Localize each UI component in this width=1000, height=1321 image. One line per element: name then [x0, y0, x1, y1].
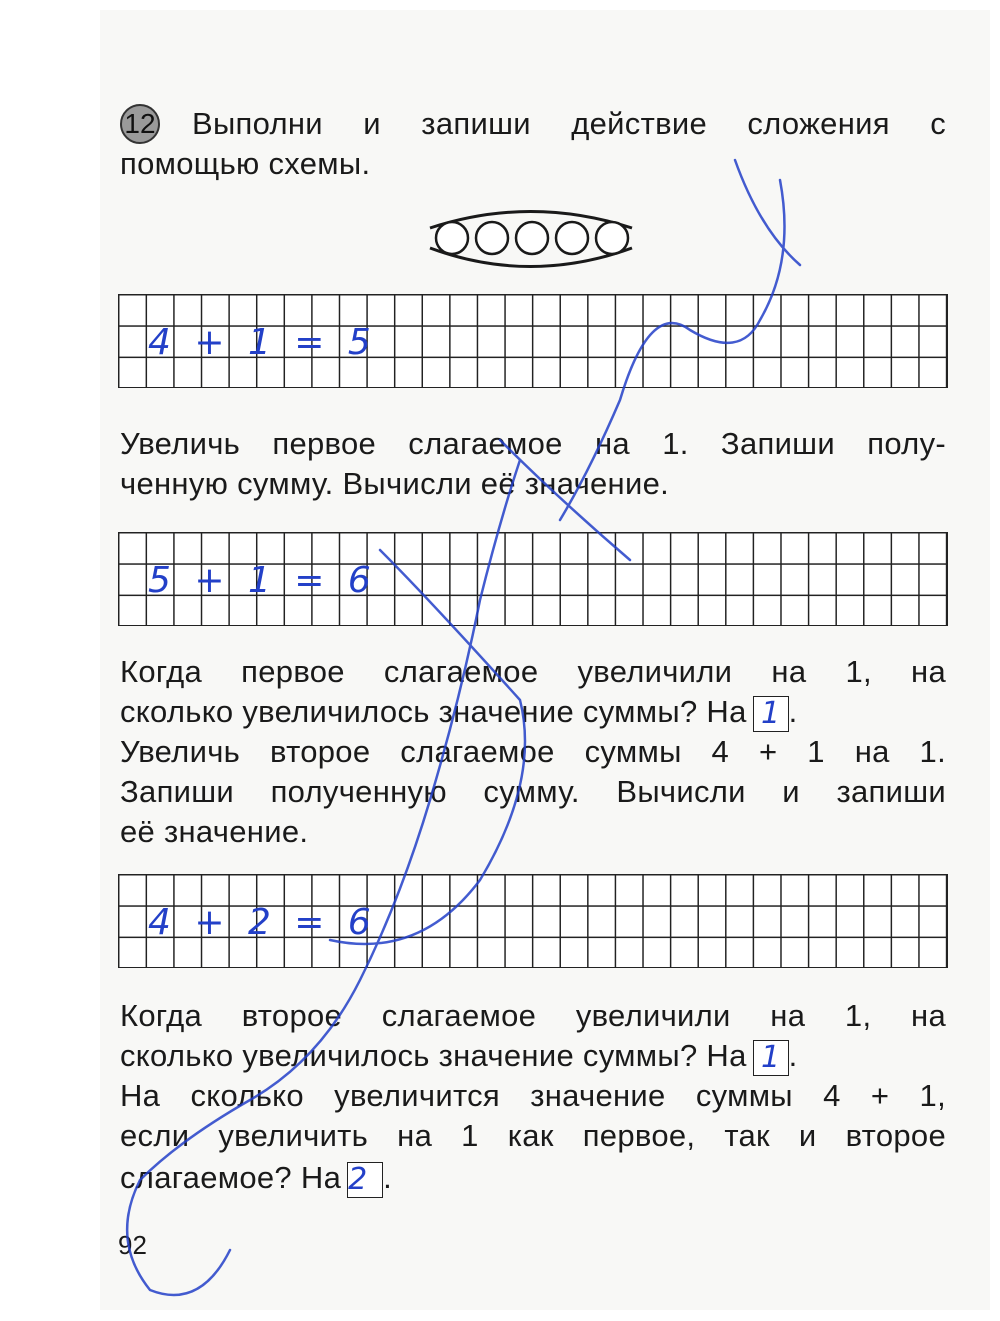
paragraph2-line-4: Запиши полученную сумму. Вычисли и запиши	[120, 774, 946, 809]
paragraph3-line-2: сколько увеличилось значение суммы? На	[120, 1038, 747, 1073]
paragraph3-line-5-end: .	[383, 1160, 393, 1195]
paragraph1-line-2: ченную сумму. Вычисли её значение.	[120, 466, 670, 501]
paragraph3-line-3: На сколько увеличится значение суммы 4 + 1,	[120, 1078, 946, 1113]
answer-box-3: 2	[347, 1162, 383, 1198]
paragraph2-line-5: её значение.	[120, 814, 309, 849]
paragraph2-line-2-wrap	[120, 692, 946, 732]
task-number-badge: 12	[120, 104, 160, 144]
paragraph3-line-4: если увеличить на 1 как первое, так и второе	[120, 1118, 946, 1153]
paragraph2-line-1: Когда первое слагаемое увеличили на 1, на	[120, 654, 946, 689]
paragraph2-line-2-end: .	[788, 694, 798, 729]
paragraph3-line-2-end: .	[788, 1038, 798, 1073]
paragraph3-line-2-wrap	[120, 1036, 946, 1076]
paragraph3-line-5-wrap	[120, 1158, 946, 1198]
task-title-line-1: Выполни и запиши действие сложения с	[192, 106, 946, 141]
paragraph1-line-1: Увеличь первое слагаемое на 1. Запиши полу-	[120, 426, 946, 461]
paragraph3-line-5: слагаемое? На	[120, 1160, 342, 1195]
answer-box-1: 1	[753, 696, 789, 732]
paragraph2-line-2: сколько увеличилось значение суммы? На	[120, 694, 747, 729]
handwritten-answer-2: 5 + 1 = 6	[148, 560, 377, 601]
handwritten-answer-1: 4 + 1 = 5	[148, 322, 377, 363]
answer-box-2: 1	[753, 1040, 789, 1076]
page-number: 92	[118, 1230, 147, 1260]
handwritten-answer-3: 4 + 2 = 6	[148, 902, 377, 943]
paragraph2-line-3: Увеличь второе слагаемое суммы 4 + 1 на 1.	[120, 734, 946, 769]
paragraph3-line-1: Когда второе слагаемое увеличили на 1, на	[120, 998, 946, 1033]
task-title-line-2: помощью схемы.	[120, 146, 371, 181]
